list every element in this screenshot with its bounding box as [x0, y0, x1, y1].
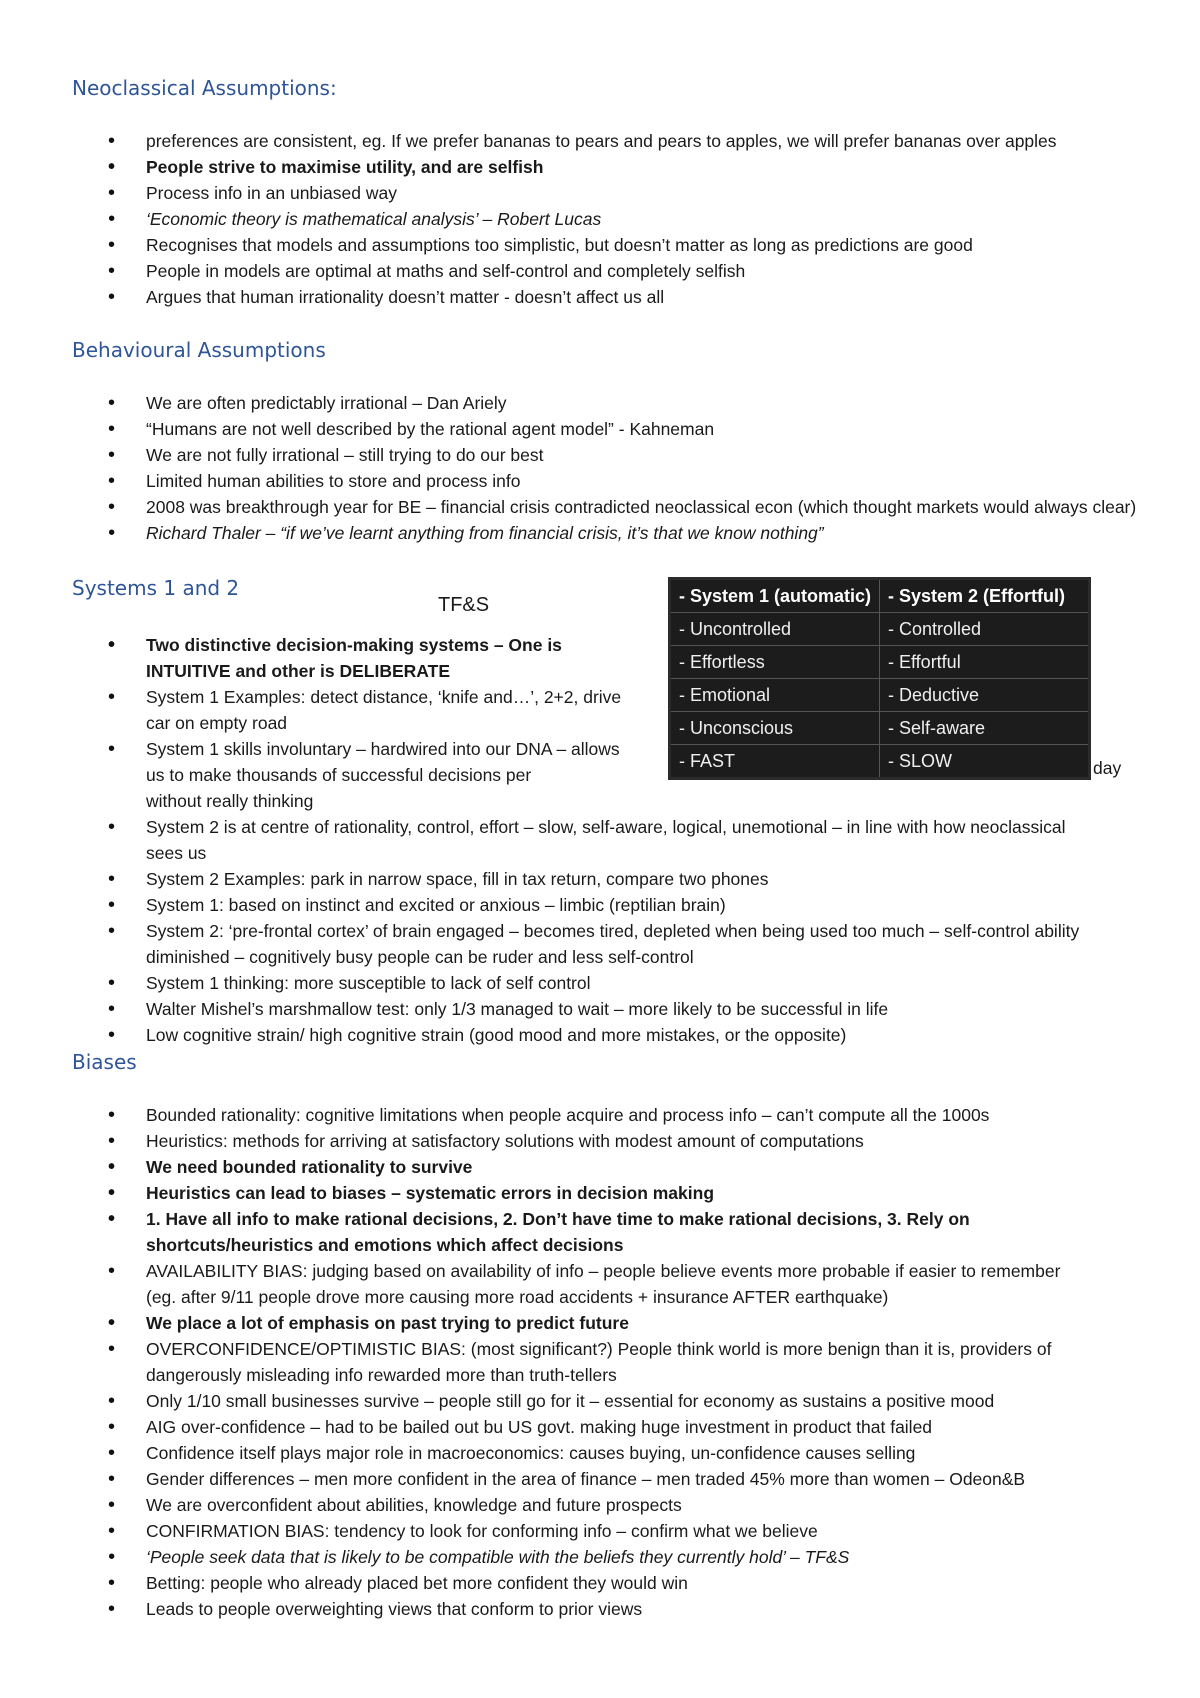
list-item: • Process info in an unbiased way — [0, 180, 1000, 206]
list-item: • System 1 thinking: more susceptible to lack of self control — [0, 970, 1106, 996]
list-systems-lower — [0, 814, 1106, 1048]
list-item: • ‘Economic theory is mathematical analysis’ – Robert Lucas — [0, 206, 1000, 232]
heading-biases: Biases — [72, 1050, 137, 1074]
list-item: • AVAILABILITY BIAS: judging based on availability of info – people believe events more probable if easier to remember (eg. after 9/11 people drove more causing more road accidents + insurance AFTER earthquake) — [0, 1258, 1086, 1310]
systems-comparison-table — [668, 577, 1091, 780]
list-item: • We are not fully irrational – still trying to do our best — [0, 442, 1140, 468]
table-row — [670, 679, 1090, 712]
list-item: • System 1 Examples: detect distance, ‘knife and…’, 2+2, drive car on empty road — [0, 684, 626, 736]
table-row — [670, 712, 1090, 745]
list-item: • Low cognitive strain/ high cognitive strain (good mood and more mistakes, or the opposite) — [0, 1022, 1106, 1048]
list-item: • Gender differences – men more confident in the area of finance – men traded 45% more than women – Odeon&B — [0, 1466, 1140, 1492]
list-biases — [0, 1102, 1140, 1622]
table-cell: - Deductive — [880, 679, 1090, 712]
table-header-cell: - System 2 (Effortful) — [880, 579, 1090, 613]
day-word: day — [1093, 758, 1122, 778]
list-item: • System 1 skills involuntary – hardwired into our DNA – allows us to make thousands of successful decisions per — [0, 736, 642, 788]
list-behavioural — [0, 390, 1140, 546]
table-cell: - SLOW — [880, 745, 1090, 779]
table-header-row — [670, 579, 1090, 613]
list-item: • Limited human abilities to store and process info — [0, 468, 1140, 494]
list-item: • Two distinctive decision-making systems – One is INTUITIVE and other is DELIBERATE — [0, 632, 626, 684]
table-row — [670, 646, 1090, 679]
list-item: • OVERCONFIDENCE/OPTIMISTIC BIAS: (most significant?) People think world is more benign than it is, providers of dangerously misleading info rewarded more than truth-tellers — [0, 1336, 1140, 1388]
table-cell: - Emotional — [670, 679, 880, 712]
list-item: • Recognises that models and assumptions too simplistic, but doesn’t matter as long as predictions are good — [0, 232, 1000, 258]
list-item: • Walter Mishel’s marshmallow test: only 1/3 managed to wait – more likely to be successful in life — [0, 996, 1106, 1022]
list-systems-upper — [0, 632, 642, 788]
list-item: • Confidence itself plays major role in macroeconomics: causes buying, un-confidence causes selling — [0, 1440, 1140, 1466]
heading-neoclassical: Neoclassical Assumptions: — [72, 76, 337, 100]
table-cell: - Unconscious — [670, 712, 880, 745]
list-item: • People strive to maximise utility, and are selfish — [0, 154, 1000, 180]
tfs-label: TF&S — [438, 594, 490, 616]
list-item: • “Humans are not well described by the rational agent model” - Kahneman — [0, 416, 1140, 442]
list-item: • We need bounded rationality to survive — [0, 1154, 1140, 1180]
list-item: • System 2 is at centre of rationality, control, effort – slow, self-aware, logical, unemotional – in line with how neoclassical sees us — [0, 814, 1106, 866]
list-item: • 1. Have all info to make rational decisions, 2. Don’t have time to make rational decisions, 3. Rely on shortcuts/heuristics and emotions which affect decisions — [0, 1206, 1046, 1258]
table-row — [670, 745, 1090, 779]
list-item: • Heuristics: methods for arriving at satisfactory solutions with modest amount of computations — [0, 1128, 1140, 1154]
table-row — [670, 613, 1090, 646]
list-item: • System 1: based on instinct and excited or anxious – limbic (reptilian brain) — [0, 892, 1106, 918]
table-cell: - FAST — [670, 745, 880, 779]
table-cell: - Effortless — [670, 646, 880, 679]
table-header-cell: - System 1 (automatic) — [670, 579, 880, 613]
heading-systems: Systems 1 and 2 — [72, 576, 240, 600]
list-item: • We place a lot of emphasis on past trying to predict future — [0, 1310, 1140, 1336]
list-item: • Bounded rationality: cognitive limitations when people acquire and process info – can’t compute all the 1000s — [0, 1102, 1140, 1128]
continuation-text: without really thinking — [146, 791, 314, 811]
list-item: • System 2 Examples: park in narrow space, fill in tax return, compare two phones — [0, 866, 1106, 892]
list-item: • Leads to people overweighting views that conform to prior views — [0, 1596, 1140, 1622]
list-item: • We are often predictably irrational – Dan Ariely — [0, 390, 1140, 416]
list-item: • We are overconfident about abilities, knowledge and future prospects — [0, 1492, 1140, 1518]
list-item: • AIG over-confidence – had to be bailed out bu US govt. making huge investment in product that failed — [0, 1414, 1140, 1440]
list-item: • People in models are optimal at maths and self-control and completely selfish — [0, 258, 1000, 284]
list-item: • Heuristics can lead to biases – systematic errors in decision making — [0, 1180, 1140, 1206]
table-cell: - Uncontrolled — [670, 613, 880, 646]
table-cell: - Self-aware — [880, 712, 1090, 745]
list-item: • Only 1/10 small businesses survive – people still go for it – essential for economy as sustains a positive mood — [0, 1388, 1140, 1414]
table-cell: - Effortful — [880, 646, 1090, 679]
table-cell: - Controlled — [880, 613, 1090, 646]
list-item: • Richard Thaler – “if we’ve learnt anything from financial crisis, it’s that we know nothing” — [0, 520, 1140, 546]
list-item: • Argues that human irrationality doesn’t matter - doesn’t affect us all — [0, 284, 1000, 310]
list-item: • preferences are consistent, eg. If we prefer bananas to pears and pears to apples, we will prefer bananas over apples — [0, 128, 1100, 154]
list-item: • 2008 was breakthrough year for BE – financial crisis contradicted neoclassical econ (which thought markets would always clear) — [0, 494, 1140, 520]
list-neoclassical — [0, 128, 1057, 310]
list-item: • Betting: people who already placed bet more confident they would win — [0, 1570, 1140, 1596]
list-item: • ‘People seek data that is likely to be compatible with the beliefs they currently hold’ – TF&S — [0, 1544, 1140, 1570]
heading-behavioural: Behavioural Assumptions — [72, 338, 326, 362]
list-item: • System 2: ‘pre-frontal cortex’ of brain engaged – becomes tired, depleted when being used too much – self-control ability diminished – cognitively busy people can be ruder and less self-control — [0, 918, 1106, 970]
list-item: • CONFIRMATION BIAS: tendency to look for conforming info – confirm what we believe — [0, 1518, 1140, 1544]
